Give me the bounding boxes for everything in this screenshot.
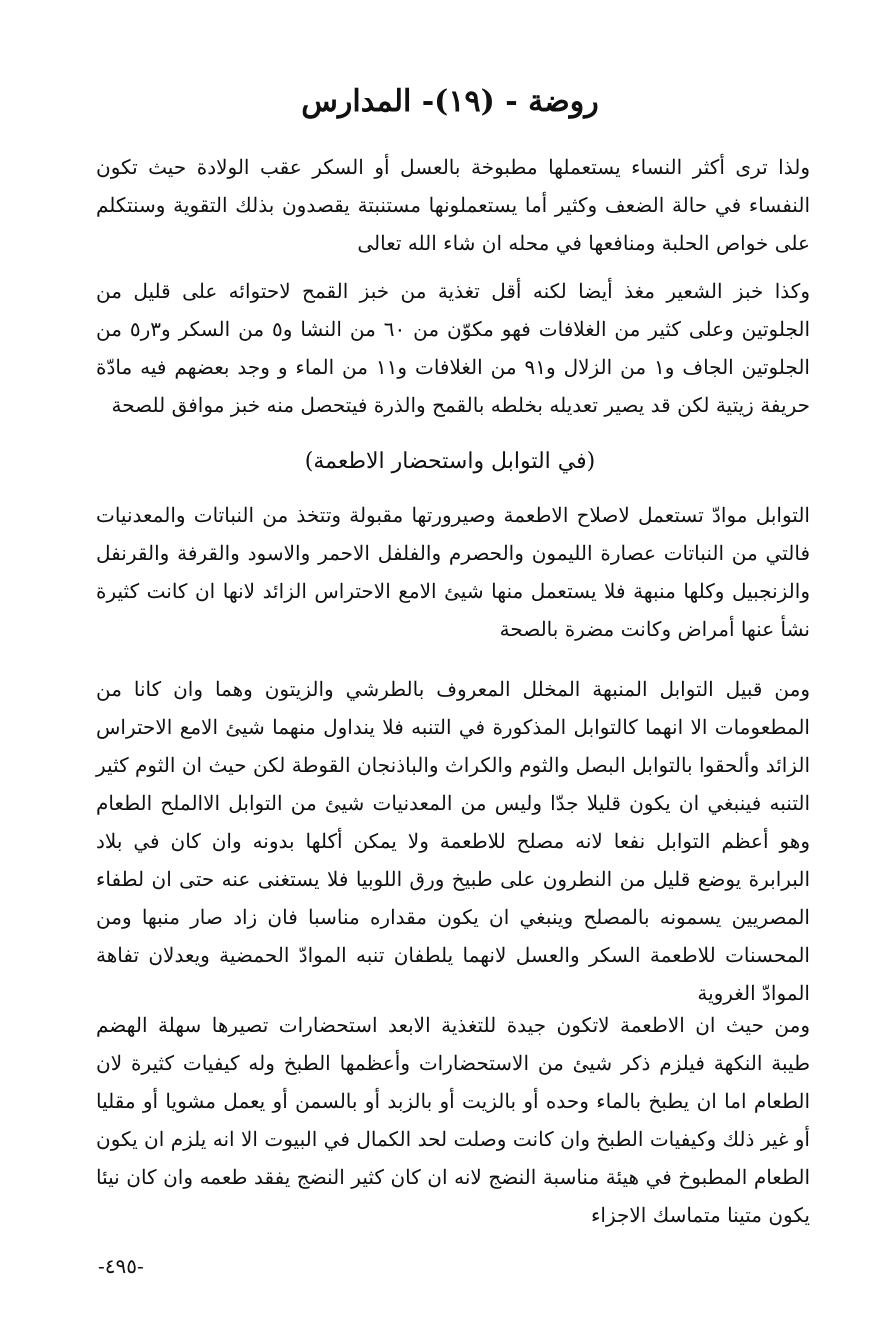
page-header-title: روضة - (١٩)- المدارس (301, 84, 599, 119)
paragraph-fenugreek: ولذا ترى أكثر النساء يستعملها مطبوخة بالعسل أو السكر عقب الولادة حيث تكون النفساء في حالة الضعف وكثير أما يستعملونها مستنبتة يقصدون بذلك التقوية وسنتكلم على خواص الحلبة ومنافعها في محله ان شاء الله تعالى (96, 155, 810, 255)
section-heading-spices: (في التوابل واستحضار الاطعمة) (304, 449, 596, 474)
paragraph-cooking: ومن حيث ان الاطعمة لاتكون جيدة للتغذية الابعد استحضارات تصيرها سهلة الهضم طيبة النكهة فيلزم ذكر شيئ من الاستحضارات وأعظمها الطبخ وله كيفيات كثيرة لان الطعام اما ان يطبخ بالماء وحده أو بالزيت أو بالزبد أو بالسمن أو يعمل مشويا أو مقليا أو غير ذلك وكيفيات الطبخ وان كانت وصلت لحد الكمال في البيوت الا انه يلزم ان يكون الطعام المطبوخ في هيئة مناسبة النضج لانه ان كان كثير النضج يفقد طعمه وان كان نيئا يكون متينا متماسك الاجزاء (96, 1013, 810, 1227)
page-number: -٤٩٥- (98, 1254, 144, 1278)
paragraph-barley-bread: وكذا خبز الشعير مغذ أيضا لكنه أقل تغذية من خبز القمح لاحتوائه على قليل من الجلوتين وعلى كثير من الغلافات فهو مكوّن من ٦٠ من النشا و٥ من السكر و٣ر٥ من الجلوتين الجاف و١ من الزلال و٩١ من الغلافات و١١ من الماء و وجد بعضهم فيه مادّة حريفة زيتية لكن قد يصير تعديله بخلطه بالقمح والذرة فيتحصل منه خبز موافق للصحة (96, 279, 811, 417)
paragraph-spices: التوابل موادّ تستعمل لاصلاح الاطعمة وصيرورتها مقبولة وتتخذ من النباتات والمعدنيات فالتي من النباتات عصارة الليمون والحصرم والفلفل الاحمر والاسود والقرفة والقرنفل والزنجبيل وكلها منبهة فلا يستعمل منها شيئ الامع الاحتراس الزائد لانها ان كانت كثيرة نشأ عنها أمراض وكانت مضرة بالصحة (96, 503, 810, 641)
paragraph-pickles-salt: ومن قبيل التوابل المنبهة المخلل المعروف بالطرشي والزيتون وهما وان كانا من المطعومات الا انهما كالتوابل المذكورة في التنبه فلا ينداول منهما شيئ الامع الاحتراس الزائد وألحقوا بالتوابل البصل والثوم والكراث والباذنجان القوطة لكن حيث ان الثوم كثير التنبه فينبغي ان يكون قليلا جدّا وليس من المعدنيات شيئ من التوابل الاالملح الطعام وهو أعظم التوابل نفعا لانه مصلح للاطعمة ولا يمكن أكلها بدونه وان كان في بلاد البرابرة يوضع قليل من النطرون على طبيخ ورق اللوبيا فلا يستغنى عنه حتى ان لطفاء المصريين يسمونه بالمصلح وينبغي ان يكون مقداره مناسبا فان زاد صار منبها ومن المحسنات للاطعمة السكر والعسل لانهما يلطفان تنبه الموادّ الحمضية ويعدلان تفاهة الموادّ الغروية (96, 677, 810, 1005)
